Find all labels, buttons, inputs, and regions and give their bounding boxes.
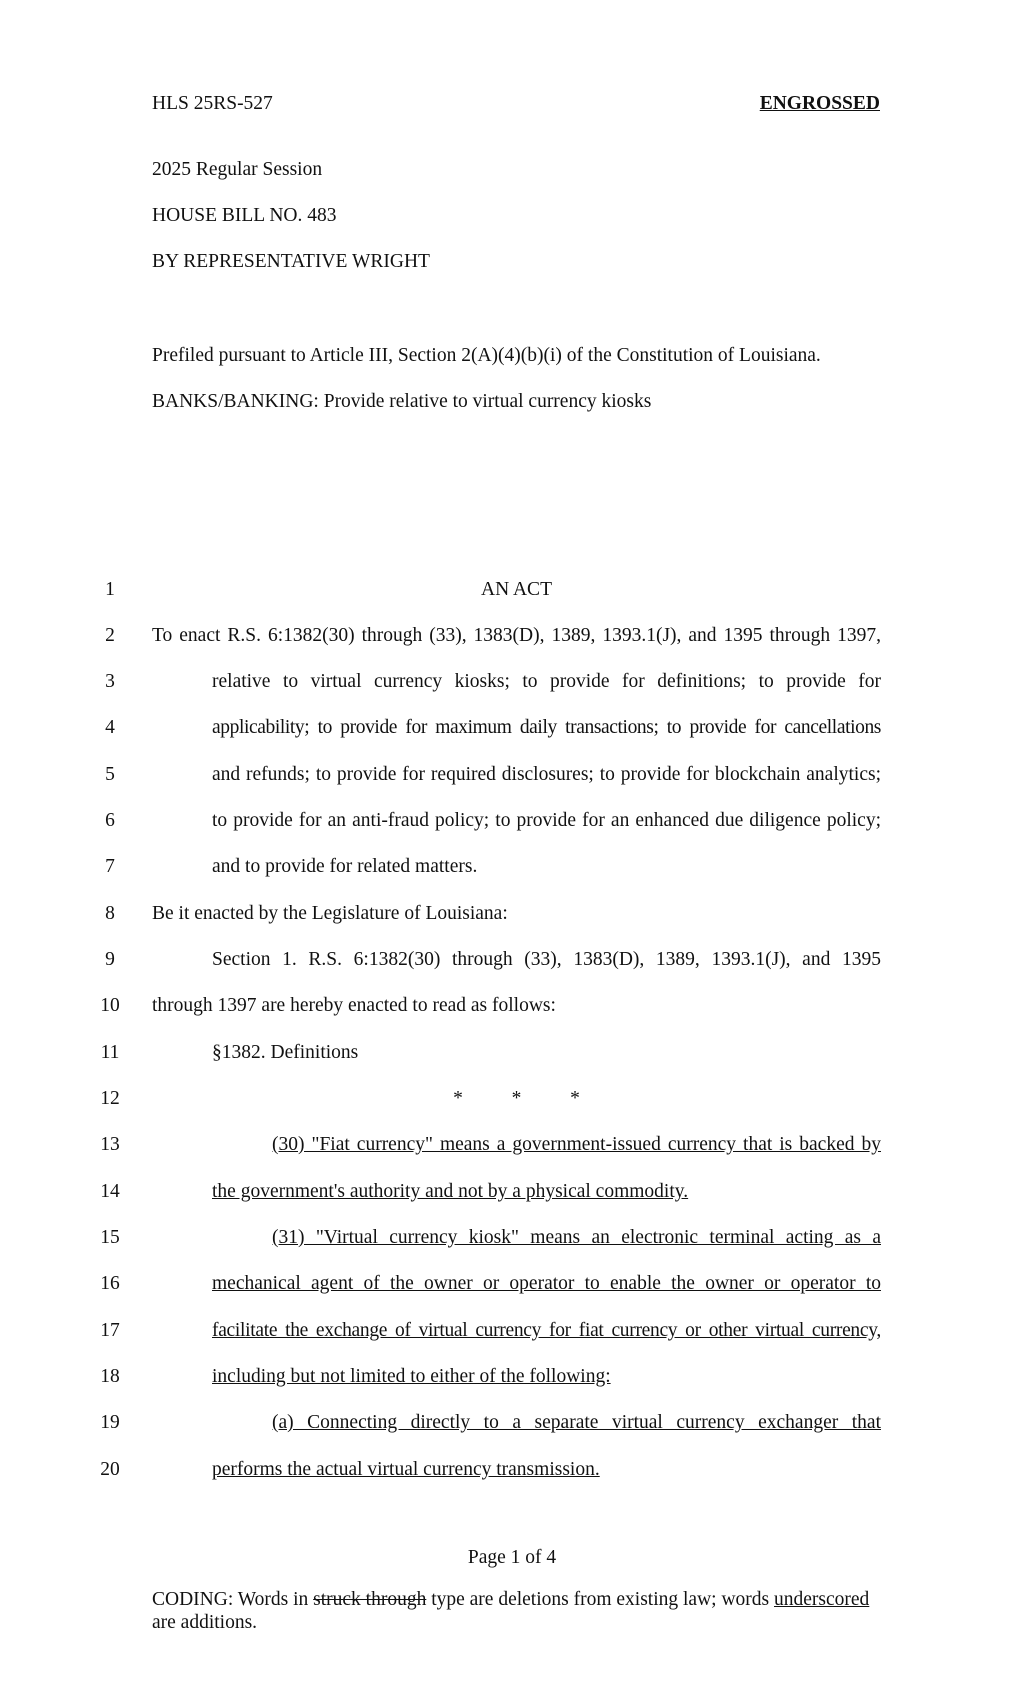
coding-suffix: are additions. xyxy=(152,1612,258,1633)
coding-prefix: CODING: Words in xyxy=(152,1589,314,1610)
line-number: 16 xyxy=(100,1273,120,1294)
line-number: 15 xyxy=(100,1227,120,1248)
session-label: 2025 Regular Session xyxy=(152,159,323,180)
line-number: 5 xyxy=(105,764,115,785)
bill-text-line: relative to virtual currency kiosks; to provide for definitions; to provide for xyxy=(212,671,881,692)
section-1382-heading: §1382. Definitions xyxy=(212,1042,359,1063)
document-id: HLS 25RS-527 xyxy=(152,93,273,114)
prefiled-note: Prefiled pursuant to Article III, Section 2(A)(4)(b)(i) of the Constitution of Louisiana. xyxy=(152,345,821,366)
line-number: 2 xyxy=(105,625,115,646)
added-text-line: including but not limited to either of the following: xyxy=(212,1366,611,1387)
coding-legend xyxy=(152,1588,881,1634)
bill-text-line: and refunds; to provide for required disclosures; to provide for blockchain analytics; xyxy=(212,764,881,785)
line-number: 1 xyxy=(105,579,115,600)
line-number: 3 xyxy=(105,671,115,692)
added-text-line: performs the actual virtual currency transmission. xyxy=(212,1459,600,1480)
added-text-line: the government's authority and not by a physical commodity. xyxy=(212,1181,689,1202)
line-number: 11 xyxy=(100,1042,120,1063)
added-text-line: (a) Connecting directly to a separate virtual currency exchanger that xyxy=(272,1412,881,1433)
line-number: 20 xyxy=(100,1459,120,1480)
line-number: 18 xyxy=(100,1366,120,1387)
bill-number: HOUSE BILL NO. 483 xyxy=(152,205,337,226)
bill-text-line: to provide for an anti-fraud policy; to provide for an enhanced due diligence policy; xyxy=(212,810,881,831)
page-number: Page 1 of 4 xyxy=(467,1547,557,1568)
line-number: 14 xyxy=(100,1181,120,1202)
line-number: 13 xyxy=(100,1134,120,1155)
line-number: 10 xyxy=(100,995,120,1016)
added-text-line: (30) "Fiat currency" means a government-issued currency that is backed by xyxy=(272,1134,881,1155)
coding-underscored-sample: underscored xyxy=(774,1589,870,1610)
added-text-line: (31) "Virtual currency kiosk" means an electronic terminal acting as a xyxy=(272,1227,881,1248)
line-number: 8 xyxy=(105,903,115,924)
line-number: 7 xyxy=(105,856,115,877)
coding-struck-sample: struck through xyxy=(313,1589,427,1610)
line-number: 9 xyxy=(105,949,115,970)
line-number: 4 xyxy=(105,717,115,738)
bill-text-line: applicability; to provide for maximum daily transactions; to provide for cancellations xyxy=(212,717,881,738)
engrossed-status: ENGROSSED xyxy=(759,93,880,114)
act-title: AN ACT xyxy=(481,579,552,600)
omission-asterisks: * * * xyxy=(453,1088,580,1109)
section-1-heading: Section 1. R.S. 6:1382(30) through (33), 1383(D), 1389, 1393.1(J), and 1395 xyxy=(212,949,881,970)
line-number: 12 xyxy=(100,1088,120,1109)
subject-line: BANKS/BANKING: Provide relative to virtual currency kiosks xyxy=(152,391,652,412)
bill-text-line: and to provide for related matters. xyxy=(212,856,478,877)
added-text-line: facilitate the exchange of virtual currency for fiat currency or other virtual currency, xyxy=(212,1320,881,1341)
line-number: 19 xyxy=(100,1412,120,1433)
added-text-line: mechanical agent of the owner or operator to enable the owner or operator to xyxy=(212,1273,881,1294)
line-number: 17 xyxy=(100,1320,120,1341)
line-number: 6 xyxy=(105,810,115,831)
bill-text-line: through 1397 are hereby enacted to read as follows: xyxy=(152,995,556,1016)
bill-text-line: To enact R.S. 6:1382(30) through (33), 1383(D), 1389, 1393.1(J), and 1395 through 1397, xyxy=(152,625,881,646)
bill-author: BY REPRESENTATIVE WRIGHT xyxy=(152,251,430,272)
coding-middle: type are deletions from existing law; words xyxy=(426,1589,774,1610)
enacting-clause: Be it enacted by the Legislature of Louisiana: xyxy=(152,903,508,924)
